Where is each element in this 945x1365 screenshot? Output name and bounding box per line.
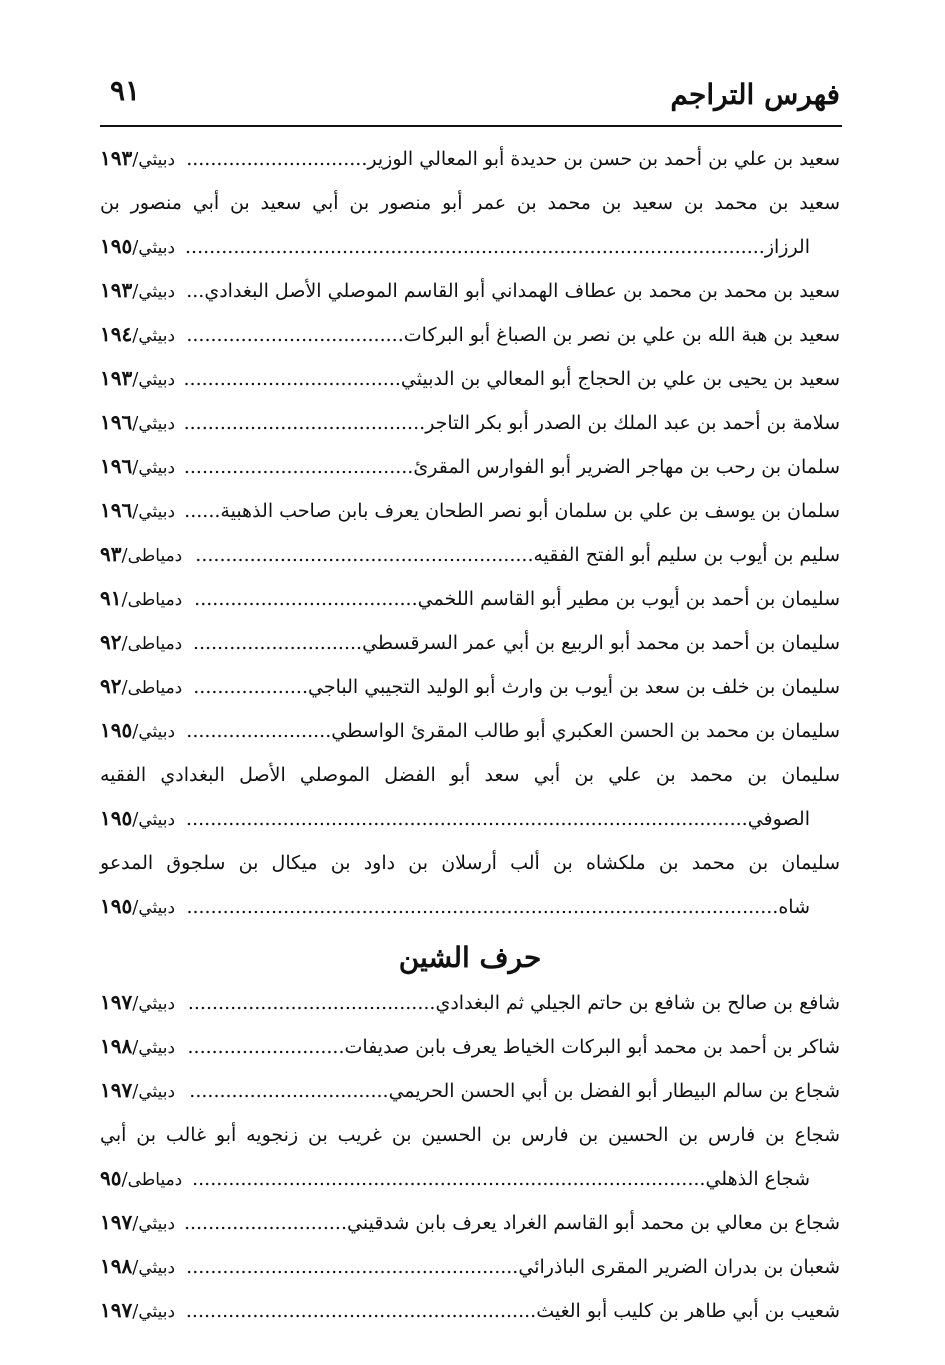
index-entry	[100, 536, 840, 580]
entry-line	[100, 228, 840, 272]
entry-reference	[100, 454, 175, 478]
entry-reference	[100, 894, 175, 918]
entry-line	[100, 360, 840, 404]
entry-reference	[100, 674, 182, 698]
reference-source: دمياطى	[127, 678, 183, 698]
page-number: ٩١	[110, 74, 141, 107]
leader-dots: ...	[186, 280, 205, 302]
entry-line	[100, 404, 840, 448]
entry-name: سليمان بن خلف بن سعد بن أيوب بن وارث أبو الوليد التجيبي الباجي...................	[193, 676, 840, 698]
index-entry	[100, 712, 840, 756]
entry-line	[100, 712, 840, 756]
index-entry	[100, 1072, 840, 1116]
entry-line	[100, 448, 840, 492]
reference-source: دبيثي	[138, 1214, 176, 1234]
entry-reference	[100, 1166, 182, 1190]
entry-line	[100, 800, 840, 844]
entry-reference	[100, 498, 175, 522]
index-entry	[100, 448, 840, 492]
index-entry	[100, 360, 840, 404]
reference-number: ٩٢	[100, 674, 122, 698]
reference-separator: /	[121, 633, 128, 654]
entry-name: سعيد بن هبة الله بن علي بن نصر بن الصباغ أبو البركات....................................	[186, 324, 840, 346]
reference-number: ١٩٧	[100, 990, 133, 1014]
reference-separator: /	[132, 1081, 139, 1102]
reference-number: ١٩٤	[100, 322, 133, 346]
entry-line	[100, 184, 840, 228]
index-entry	[100, 844, 840, 932]
entry-name: شافع بن صالح بن شافع بن حاتم الجيلي ثم البغدادي.........................................	[187, 992, 840, 1014]
reference-number: ١٩٥	[100, 718, 133, 742]
leader-dots: ................................................................................................	[185, 236, 765, 258]
entry-reference	[100, 1210, 175, 1234]
reference-separator: /	[132, 1037, 139, 1058]
leader-dots: .................................	[189, 1080, 389, 1102]
entry-name: سعيد بن يحيى بن علي بن الحجاج أبو المعالي بن الدبيثي....................................	[183, 368, 840, 390]
leader-dots: .......................................................	[186, 1256, 519, 1278]
reference-separator: /	[132, 325, 139, 346]
reference-source: دمياطى	[127, 634, 183, 654]
index-entry	[100, 492, 840, 536]
entry-name: الصوفي.............................................................................................	[186, 808, 810, 830]
entry-name: سلمان بن رحب بن مهاجر الضرير أبو الفوارس المقرئ......................................	[183, 456, 840, 478]
entry-line	[100, 1028, 840, 1072]
reference-separator: /	[121, 589, 128, 610]
entry-reference	[100, 1078, 175, 1102]
entry-name: سليمان بن محمد بن علي بن أبي سعد أبو الفضل الموصلي الأصل البغدادي الفقيه	[100, 764, 840, 786]
reference-source: دبيثي	[138, 414, 176, 434]
entry-line	[100, 1116, 840, 1160]
entry-name: سليم بن أيوب بن سليم أبو الفتح الفقيه........................................................	[195, 544, 840, 566]
entry-reference	[100, 542, 182, 566]
entry-name: سلامة بن أحمد بن عبد الملك بن الصدر أبو بكر التاجر........................................	[183, 412, 840, 434]
reference-separator: /	[132, 1301, 139, 1322]
entry-name: سلمان بن يوسف بن علي بن سلمان أبو نصر الطحان يعرف بابن صاحب الذهبية......	[184, 500, 840, 522]
entry-name: شعيب بن أبي طاهر بن كليب أبو الغيث..........................................................	[185, 1300, 840, 1322]
reference-separator: /	[132, 237, 139, 258]
leader-dots: ............................	[192, 632, 363, 654]
reference-separator: /	[132, 501, 139, 522]
reference-number: ١٩٨	[100, 1254, 133, 1278]
reference-source: دبيثي	[138, 370, 176, 390]
reference-separator: /	[132, 897, 139, 918]
reference-source: دبيثي	[138, 994, 176, 1014]
entry-line	[100, 536, 840, 580]
entry-name: شجاع بن فارس بن الحسين بن فارس بن الحسين بن غريب بن زنجويه أبو غالب بن أبي	[100, 1124, 840, 1146]
reference-separator: /	[132, 1213, 139, 1234]
entry-line	[100, 272, 840, 316]
reference-source: دبيثي	[138, 1082, 176, 1102]
reference-separator: /	[121, 1169, 128, 1190]
reference-number: ٩٣	[100, 542, 122, 566]
leader-dots: ..........................................................	[185, 1300, 537, 1322]
leader-dots: .....................................................................................	[192, 1168, 706, 1190]
section-heading: حرف الشين	[398, 941, 542, 974]
entry-line	[100, 844, 840, 888]
entry-name: سليمان بن أحمد بن أيوب بن مطير أبو القاسم اللخمي.....................................	[194, 588, 840, 610]
entry-name: سعيد بن محمد بن محمد بن عطاف الهمداني أبو القاسم الموصلي الأصل البغدادي...	[186, 280, 840, 302]
leader-dots: ....................................	[186, 324, 404, 346]
reference-separator: /	[132, 149, 139, 170]
reference-separator: /	[132, 721, 139, 742]
reference-number: ١٩٦	[100, 498, 133, 522]
entry-name: شاكر بن أحمد بن محمد أبو البركات الخياط يعرف بابن صديفات..........................	[187, 1036, 840, 1058]
entry-line	[100, 140, 840, 184]
reference-number: ١٩٧	[100, 1210, 133, 1234]
index-entry	[100, 184, 840, 272]
leader-dots: ...................	[193, 676, 308, 698]
entry-line	[100, 624, 840, 668]
entries-letter-sin	[100, 140, 840, 932]
index-entries	[100, 140, 840, 1336]
entry-name: الرزاز................................................................................................	[185, 236, 810, 258]
reference-separator: /	[132, 281, 139, 302]
entry-reference	[100, 718, 175, 742]
leader-dots: ....................................	[183, 368, 401, 390]
reference-separator: /	[121, 677, 128, 698]
entry-line	[100, 1160, 840, 1204]
reference-source: دبيثي	[138, 810, 176, 830]
entry-reference	[100, 1254, 175, 1278]
entry-line	[100, 756, 840, 800]
entry-reference	[100, 410, 175, 434]
leader-dots: .........................................	[187, 992, 436, 1014]
reference-number: ٩٥	[100, 1166, 122, 1190]
index-entry	[100, 1292, 840, 1336]
entry-name: سليمان بن محمد بن الحسن العكبري أبو طالب المقرئ الواسطي........................	[186, 720, 840, 742]
reference-number: ١٩٨	[100, 1034, 133, 1058]
leader-dots: .....................................	[194, 588, 418, 610]
reference-number: ٩١	[100, 586, 122, 610]
reference-source: دبيثي	[138, 238, 176, 258]
entry-reference	[100, 366, 175, 390]
reference-source: دبيثي	[138, 502, 176, 522]
entry-line	[100, 1248, 840, 1292]
leader-dots: ........................................................	[195, 544, 534, 566]
index-entry	[100, 756, 840, 844]
reference-number: ١٩٧	[100, 1078, 133, 1102]
entry-line	[100, 580, 840, 624]
reference-separator: /	[132, 993, 139, 1014]
entry-line	[100, 1292, 840, 1336]
reference-source: دمياطى	[127, 546, 183, 566]
entry-name: سليمان بن محمد بن ملكشاه بن ألب أرسلان بن داود بن ميكال بن سلجوق المدعو	[100, 852, 840, 874]
reference-source: دبيثي	[138, 458, 176, 478]
reference-separator: /	[132, 457, 139, 478]
reference-number: ١٩٦	[100, 454, 133, 478]
reference-separator: /	[132, 369, 139, 390]
header-rule	[100, 125, 842, 127]
reference-number: ١٩٥	[100, 894, 133, 918]
index-entry	[100, 668, 840, 712]
entry-name: شجاع بن سالم البيطار أبو الفضل بن أبي الحسن الحريمي.................................	[189, 1080, 840, 1102]
reference-source: دبيثي	[138, 722, 176, 742]
reference-separator: /	[132, 1257, 139, 1278]
page-header	[100, 70, 840, 122]
reference-separator: /	[132, 413, 139, 434]
reference-number: ٩٢	[100, 630, 122, 654]
entry-line	[100, 1204, 840, 1248]
reference-number: ١٩٦	[100, 410, 133, 434]
reference-source: دبيثي	[138, 282, 176, 302]
entry-name: سعيد بن محمد بن سعيد بن محمد بن عمر أبو منصور بن أبي سعيد بن أبي منصور بن	[100, 192, 840, 214]
reference-number: ١٩٥	[100, 806, 133, 830]
reference-separator: /	[132, 809, 139, 830]
entry-reference	[100, 1034, 175, 1058]
entry-reference	[100, 806, 175, 830]
index-entry	[100, 140, 840, 184]
entry-name: شجاع الذهلي.....................................................................................	[192, 1168, 810, 1190]
entry-line	[100, 492, 840, 536]
index-entry	[100, 1248, 840, 1292]
entry-reference	[100, 322, 175, 346]
entry-reference	[100, 1298, 175, 1322]
reference-source: دبيثي	[138, 1258, 176, 1278]
reference-number: ١٩٣	[100, 366, 133, 390]
leader-dots: ..........................	[187, 1036, 345, 1058]
entry-name: سليمان بن أحمد بن محمد أبو الربيع بن أبي عمر السرقسطي............................	[192, 632, 840, 654]
running-title: فهرس التراجم	[670, 78, 840, 111]
entry-name: سعيد بن علي بن أحمد بن حسن بن حديدة أبو المعالي الوزير..............................	[186, 148, 840, 170]
index-entry	[100, 1028, 840, 1072]
index-entry	[100, 624, 840, 668]
leader-dots: ........................................	[183, 412, 426, 434]
entry-line	[100, 888, 840, 932]
reference-number: ١٩٣	[100, 146, 133, 170]
reference-source: دبيثي	[138, 1302, 176, 1322]
reference-source: دمياطى	[127, 1170, 183, 1190]
reference-source: دمياطى	[127, 590, 183, 610]
entries-letter-shin	[100, 984, 840, 1336]
entry-name: شعبان بن بدران الضرير المقرى الباذرائي.......................................................	[186, 1256, 840, 1278]
entry-reference	[100, 278, 175, 302]
index-entry	[100, 404, 840, 448]
entry-name: شجاع بن معالي بن محمد أبو القاسم الغراد يعرف بابن شدقيني...........................	[183, 1212, 840, 1234]
entry-line	[100, 1072, 840, 1116]
entry-reference	[100, 990, 175, 1014]
index-entry	[100, 316, 840, 360]
entry-reference	[100, 234, 175, 258]
reference-source: دبيثي	[138, 150, 176, 170]
reference-source: دبيثي	[138, 326, 176, 346]
reference-source: دبيثي	[138, 1038, 176, 1058]
leader-dots: ..............................	[186, 148, 368, 170]
entry-name: شاه..................................................................................................	[186, 896, 810, 918]
reference-separator: /	[121, 545, 128, 566]
reference-number: ١٩٧	[100, 1298, 133, 1322]
entry-reference	[100, 586, 182, 610]
entry-line	[100, 984, 840, 1028]
reference-number: ١٩٥	[100, 234, 133, 258]
entry-line	[100, 316, 840, 360]
leader-dots: ......	[184, 500, 221, 522]
entry-reference	[100, 146, 175, 170]
entry-line	[100, 668, 840, 712]
leader-dots: ..................................................................................................	[186, 896, 779, 918]
index-entry	[100, 984, 840, 1028]
index-entry	[100, 1204, 840, 1248]
leader-dots: ...........................	[183, 1212, 348, 1234]
index-entry	[100, 1116, 840, 1204]
index-entry	[100, 272, 840, 316]
leader-dots: ........................	[186, 720, 332, 742]
entry-reference	[100, 630, 182, 654]
index-entry	[100, 580, 840, 624]
reference-number: ١٩٣	[100, 278, 133, 302]
leader-dots: .............................................................................................	[186, 808, 748, 830]
reference-source: دبيثي	[138, 898, 176, 918]
leader-dots: ......................................	[183, 456, 414, 478]
